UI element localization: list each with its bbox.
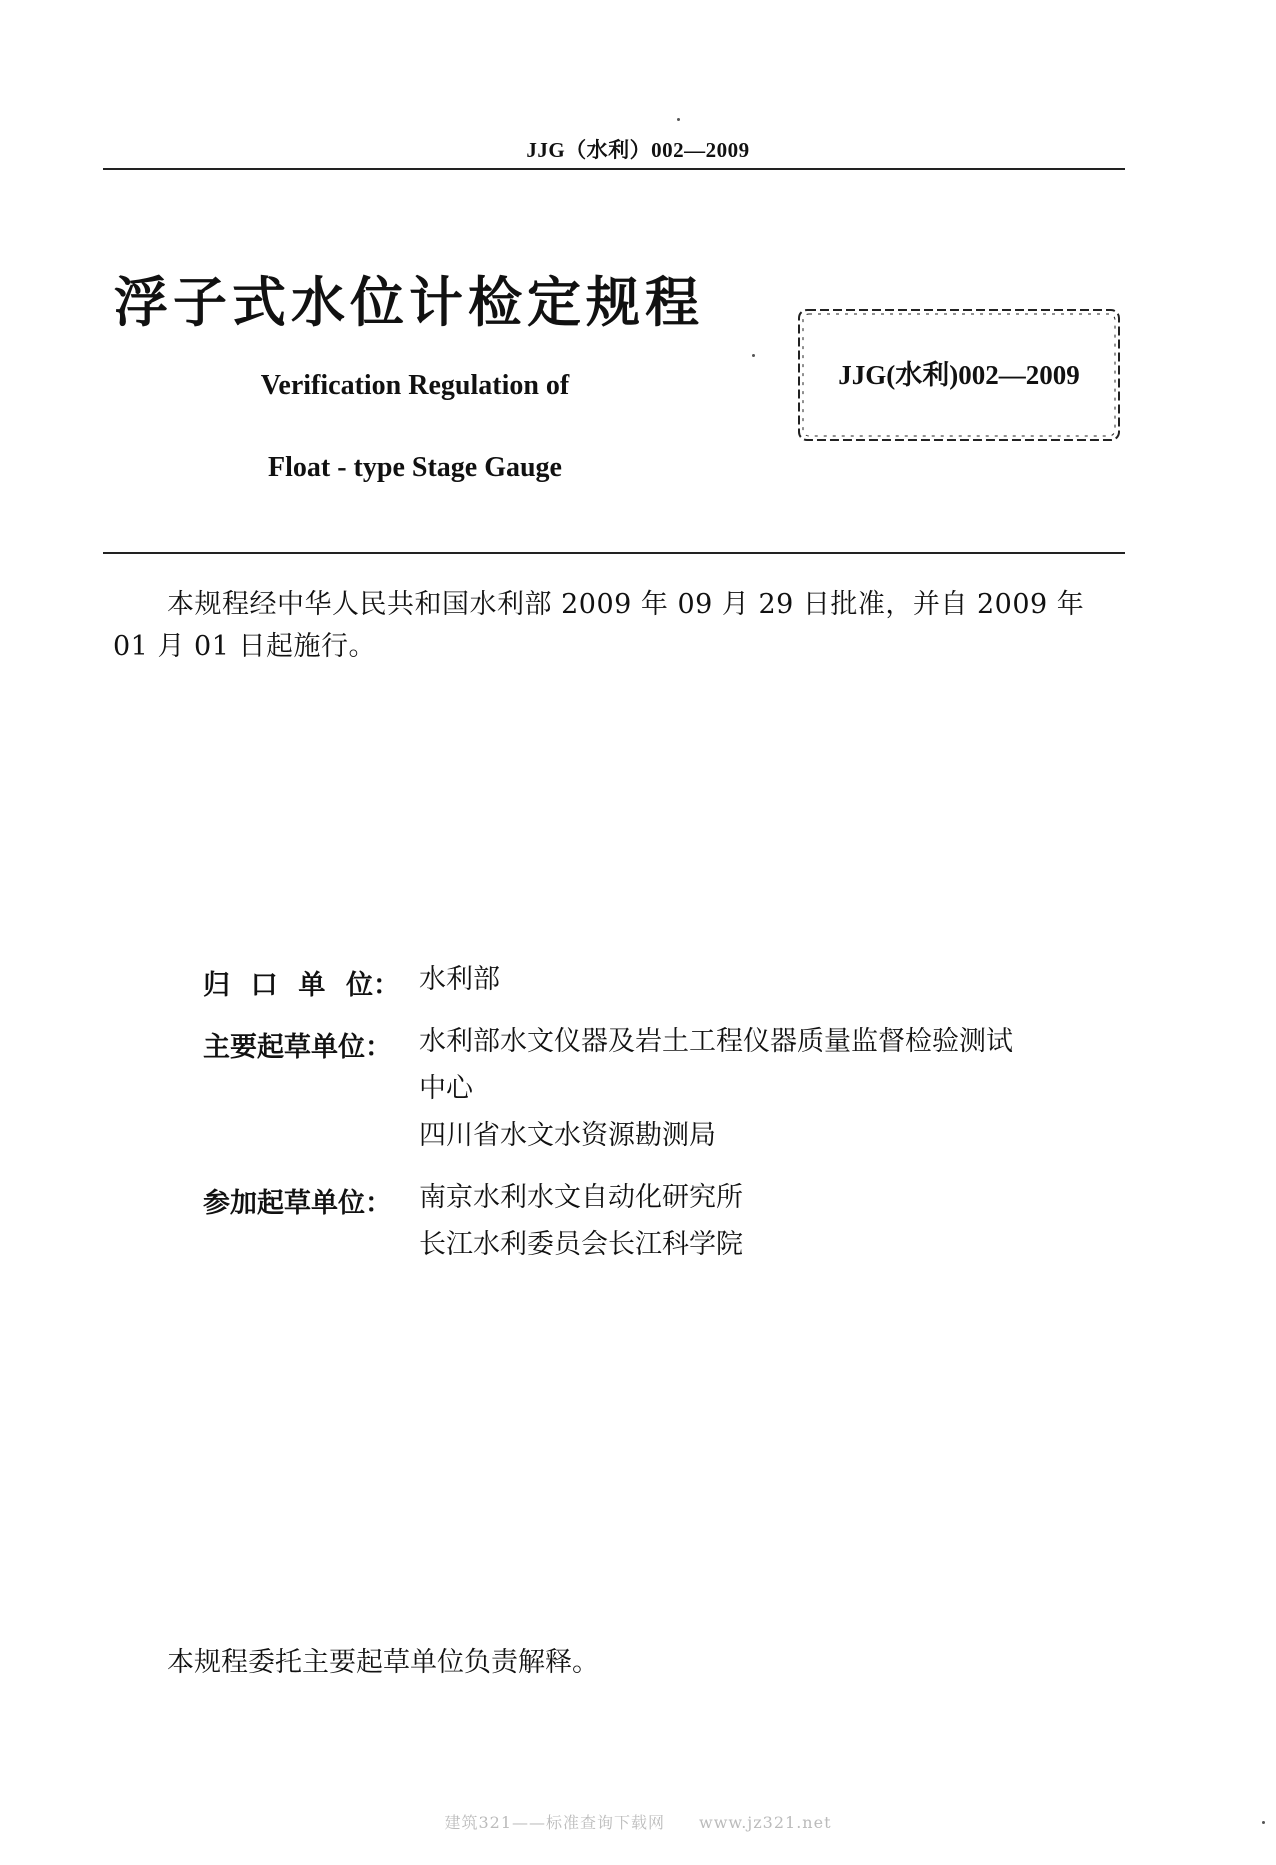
org-name: 水利部 bbox=[419, 964, 500, 995]
footer-watermark: 建筑321——标准查询下载网 www.jz321.net bbox=[444, 1813, 832, 1832]
standard-code-box bbox=[795, 306, 1123, 444]
scan-speck bbox=[1262, 1821, 1265, 1824]
org-value-main-drafting bbox=[419, 1018, 1119, 1159]
interpretation-statement: 本规程委托主要起草单位负责解释。 bbox=[167, 1647, 599, 1678]
label-char: 位 bbox=[345, 970, 373, 1001]
document-title-english-line1: Verification Regulation of bbox=[260, 370, 570, 401]
org-label-responsible bbox=[203, 963, 419, 1002]
label-colon: ： bbox=[373, 970, 400, 1001]
org-label-participating-drafting: 参加起草单位： bbox=[203, 1188, 392, 1219]
label-char: 单 bbox=[298, 970, 326, 1001]
approval-statement: 本规程经中华人民共和国水利部 2009 年 09 月 29 日批准，并自 2009 年 01 月 01 日起施行。 bbox=[113, 589, 1085, 662]
org-value-responsible bbox=[419, 956, 1119, 1003]
org-label-main-drafting: 主要起草单位： bbox=[203, 1032, 392, 1063]
org-value-participating-drafting bbox=[419, 1174, 1119, 1268]
scan-speck bbox=[752, 354, 755, 357]
org-name: 水利部水文仪器及岩土工程仪器质量监督检验测试 bbox=[419, 1026, 1013, 1057]
document-title-chinese: 浮子式水位计检定规程 bbox=[114, 271, 704, 334]
header-rule bbox=[103, 168, 1125, 170]
label-char: 口 bbox=[250, 970, 278, 1001]
org-name: 四川省水文水资源勘测局 bbox=[419, 1120, 716, 1151]
document-code-header: JJG（水利）002—2009 bbox=[526, 138, 750, 162]
org-name: 长江水利委员会长江科学院 bbox=[419, 1229, 743, 1260]
label-char: 归 bbox=[203, 970, 230, 1001]
scan-speck bbox=[677, 118, 680, 121]
standard-code: JJG(水利)002—2009 bbox=[838, 360, 1080, 390]
org-name: 南京水利水文自动化研究所 bbox=[419, 1182, 743, 1213]
org-name: 中心 bbox=[419, 1073, 473, 1104]
title-rule bbox=[103, 552, 1125, 554]
document-title-english-line2: Float - type Stage Gauge bbox=[268, 452, 562, 483]
